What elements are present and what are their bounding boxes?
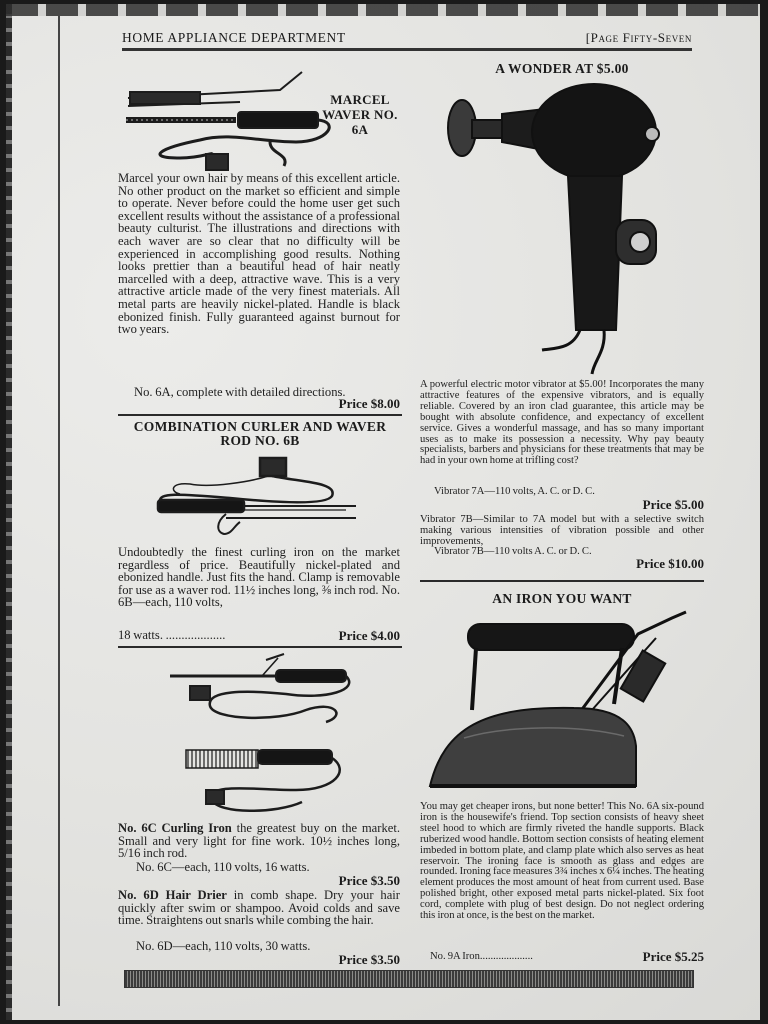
section-rule	[420, 580, 704, 582]
curling-iron-drier-illustration	[166, 650, 356, 820]
iron-price: Price $5.25	[642, 949, 704, 964]
binding-holes	[6, 4, 760, 16]
page-binding	[6, 4, 12, 1020]
curling-iron-order-line: No. 6C—each, 110 volts, 16 watts.	[136, 860, 310, 874]
curling-iron-description	[118, 822, 400, 860]
margin-rule	[58, 16, 60, 1006]
marcel-price: Price $8.00	[338, 396, 400, 411]
department-title: HOME APPLIANCE DEPARTMENT	[122, 30, 346, 45]
combo-order-line: 18 watts. ...................	[118, 628, 226, 642]
hair-drier-body: in comb shape. Dry your hair quickly after swim or shampoo. Avoid colds and save time. Straightens out snarls while combing the hair.	[118, 888, 400, 928]
marcel-waver-illustration	[120, 62, 332, 172]
vibrator-7b-description: Vibrator 7B—Similar to 7A model but with a selective switch making various intensities of vibration possible and other improvements,	[420, 514, 704, 547]
iron-description: You may get cheaper irons, but none better! This No. 6A six-pound iron is the housewife's friend. Top section consists of heavy sheet steel hood to which are firmly riveted the handle supports. Black ruberized wood handle. Bottom section consists of heating element imbeded in bottom plate, and clamp plate which also serves as heat reservoir. The ironing face is smooth as glass and edges are rounded. Ironing face measures 3¾ inches x 6¼ inches. The heating element produces the most amount of heat from current used. Base polished bright, other exposed metal parts nickel-plated. Six foot cord, complete with plug of best design. Do not neglect ordering this iron at once, is the best on the market.	[420, 801, 704, 922]
vibrator-7b-price: Price $10.00	[636, 556, 704, 571]
curling-iron-price: Price $3.50	[338, 873, 400, 888]
iron-order-line: No. 9A Iron....................	[430, 951, 533, 962]
hair-drier-price: Price $3.50	[338, 952, 400, 967]
curling-iron-body: the greatest buy on the market. Small and very light for fine work. 10½ inches long, 5/16 inch rod.	[118, 821, 400, 861]
vibrator-description: A powerful electric motor vibrator at $5.00! Incorporates the many attractive features of the expensive vibrators, and is equally reliable. Covered by an iron clad guarantee, this article may be bought with absolute confidence, and expectancy of excellent service. Gives a wonderful massage, and has so many important uses as to make its possession a necessity. Why pay beauty specialists, barbers and physicians for these treatments that may be had in your own home at trifling cost?	[420, 379, 704, 467]
combo-price: Price $4.00	[338, 628, 400, 643]
vibrator-7a-line: Vibrator 7A—110 volts, A. C. or D. C.	[434, 486, 595, 497]
vibrator-7a-price: Price $5.00	[642, 497, 704, 512]
hair-drier-description	[118, 889, 400, 927]
left-column	[114, 56, 404, 971]
marcel-order-line: No. 6A, complete with detailed directions.	[134, 385, 346, 399]
marcel-title: MARCEL WAVER NO. 6A	[322, 92, 398, 137]
page-number: [Page Fifty-Seven	[585, 30, 692, 45]
combo-title: COMBINATION CURLER AND WAVER ROD NO. 6B	[133, 419, 387, 448]
catalog-page	[6, 4, 760, 1020]
section-rule	[118, 414, 402, 416]
combo-curler-illustration	[150, 452, 362, 548]
footer-rule	[124, 970, 694, 988]
iron-illustration	[424, 608, 700, 802]
hair-drier-order-line: No. 6D—each, 110 volts, 30 watts.	[136, 939, 311, 953]
right-column	[420, 56, 704, 971]
vibrator-7b-line: Vibrator 7B—110 volts A. C. or D. C.	[434, 546, 592, 557]
iron-title: AN IRON YOU WANT	[492, 591, 632, 606]
marcel-description: Marcel your own hair by means of this excellent article. No other product on the market so efficient and simple to operate. Never before could the home user get such excellent results without the assistance of a professional beauty culturist. The illustrations and directions with each waver are so clear that no difficulty will be experienced in accomplishing good results. Nothing looks prettier than a beautiful head of hair neatly marcelled with a deep, attractive wave. This is a very attractive article made of the very finest materials. All metal parts are heavily nickel-plated. Handle is black ebonized finish. Fully guaranteed against burnout for two years.	[118, 171, 400, 337]
header-rule	[122, 48, 692, 51]
combo-description: Undoubtedly the finest curling iron on the market regardless of price. Beautifully nickel-plated and ebonized handle. Just fits the hand. Clamp is removable for use as a waver rod. 11½ inches long, ⅜ inch rod. No. 6B—each, 110 volts,	[118, 545, 400, 610]
section-rule	[118, 646, 402, 648]
vibrator-illustration	[444, 80, 674, 376]
hair-drier-lead: No. 6D Hair Drier	[118, 888, 227, 902]
vibrator-title: A WONDER AT $5.00	[495, 61, 629, 76]
curling-iron-lead: No. 6C Curling Iron	[118, 821, 232, 835]
